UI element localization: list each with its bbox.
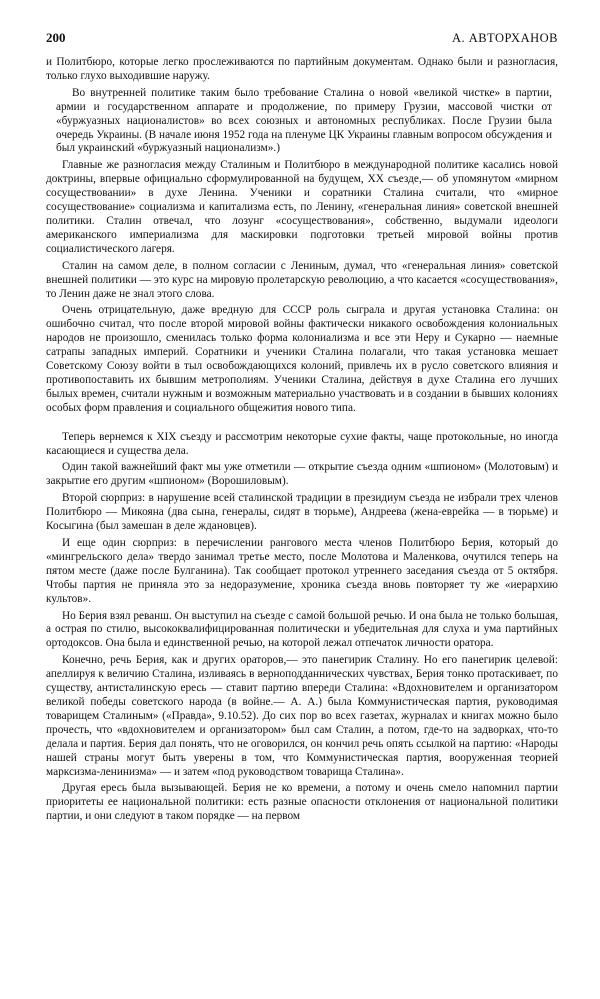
paragraph-6: Теперь вернемся к XIX съезду и рассмотрим некоторые сухие факты, чаще протокольные, но иногда касающиеся и существа дела. — [46, 430, 558, 457]
paragraph-9: И еще один сюрприз: в перечислении рангового места членов Политбюро Берия, который до «мингрельского дела» твердо занимал третье место, после Молотова и Маленкова, очутился теперь на пятом месте (даже после Булганина). Так сообщает протокол утреннего заседания съезда от 5 октября. Чтобы партия не приняла это за недоразумение, хроника съезда вновь повторяет ту же «иерархию культов». — [46, 537, 558, 605]
paragraph-5: Очень отрицательную, даже вредную для СССР роль сыграла и другая установка Сталина: он ошибочно считал, что после второй мировой войны фактически никакого освобождения колониальных народов не произошло, сменилась только форма колониализма и все эти Неру и Сукарно — наемные сатрапы западных империй. Соратники и ученики Сталина полагали, что такая установка мешает Советскому Союзу войти в тыл освобождающихся колоний, привлечь их в русло советского влияния и противопоставить их бывшим метрополиям. Ученики Сталина, действуя в духе Сталина его лучших былых времен, считали нужным и возможным материально участвовать и в создании в бывших колониях особых форм правления и социального общежития нового типа. — [46, 304, 558, 414]
paragraph-11: Конечно, речь Берия, как и других ораторов,— это панегирик Сталину. Но его панегирик целевой: апеллируя к величию Сталина, изливаясь в верноподданнических чувствах, Берия тонко протаскивает, по существу, антисталинскую ересь — ставит партию впереди Сталина: «Вдохновителем и организатором великой победы советского народа (в войне.— А. А.) была Коммунистическая партия, руководимая товарищем Сталиным» («Правда», 9.10.52). До сих пор во всех газетах, журналах и книгах можно было прочесть, что «вдохновителем и организатором» был сам Сталин, а потом, где-то на задворках, что-то делала и партия. Берия дал понять, что не оговорился, он кончил речь опять ссылкой на партию: «Народы нашей страны могут быть уверены в том, что Коммунистическая партия, вооруженная теорией марксизма-ленинизма» — и затем «под руководством товарища Сталина». — [46, 654, 558, 778]
paragraph-2: Во внутренней политике таким было требование Сталина о новой «великой чистке» в партии, армии и государственном аппарате и продолжение, по примеру Грузии, массовой чистки от «буржуазных националистов» во всех союзных и автономных республиках. После Грузии была очередь Украины. (В начале июня 1952 года на пленуме ЦК Украины главным вопросом обсуждения и был украинский «буржуазный национализм».) — [56, 86, 552, 155]
paragraph-4: Сталин на самом деле, в полном согласии с Лениным, думал, что «генеральная линия» советской внешней политики — это курс на мировую пролетарскую революцию, а что касается «сосуществования», то Ленин даже не знал этого слова. — [46, 259, 558, 300]
paragraph-1: и Политбюро, которые легко прослеживаются по партийным документам. Однако были и разногласия, только глухо выходившие наружу. — [46, 56, 558, 82]
page-header — [46, 30, 558, 50]
page-number: 200 — [46, 30, 66, 45]
paragraph-12: Другая ересь была вызывающей. Берия не ко времени, а потому и очень смело напомнил партии приоритеты ее национальной политики: есть разные опасности отклонения от национальной политики партии, и они следуют в таком порядке — на первом — [46, 782, 558, 823]
paragraph-7: Один такой важнейший факт мы уже отметили — открытие съезда одним «шпионом» (Молотовым) и закрытие его другим «шпионом» (Ворошиловым). — [46, 461, 558, 488]
running-title: А. АВТОРХАНОВ — [452, 31, 558, 45]
paragraph-8: Второй сюрприз: в нарушение всей сталинской традиции в президиум съезда не избрали трех членов Политбюро — Микояна (два сына, генералы, сидят в тюрьме), Андреева (жена-еврейка — в тюрьме) и Косыгина (был замешан в деле ждановцев). — [46, 492, 558, 533]
paragraph-3: Главные же разногласия между Сталиным и Политбюро в международной политике касались новой доктрины, впервые официально сформулированной на будущем, XX съезде,— об упомянутом «мирном сосуществовании» в духе Ленина. Ученики и соратники Сталина считали, что «мирное сосуществование» социализма и капитализма есть, по Ленину, «генеральная линия» советской внешней политики. Сталин отвечал, что лозунг «сосуществования», собственно, выдумали идеологи американского империализма для маскировки подготовки третьей мировой войны против социалистического лагеря. — [46, 159, 558, 255]
paragraph-10: Но Берия взял реванш. Он выступил на съезде с самой большой речью. И она была не только большая, а острая по стилю, высококвалифицированная политически и убедительная для слуха и ума партийных ортодоксов. Она была и единственной речью, на которой лежал отпечаток личности оратора. — [46, 609, 558, 650]
section-gap — [46, 419, 558, 431]
